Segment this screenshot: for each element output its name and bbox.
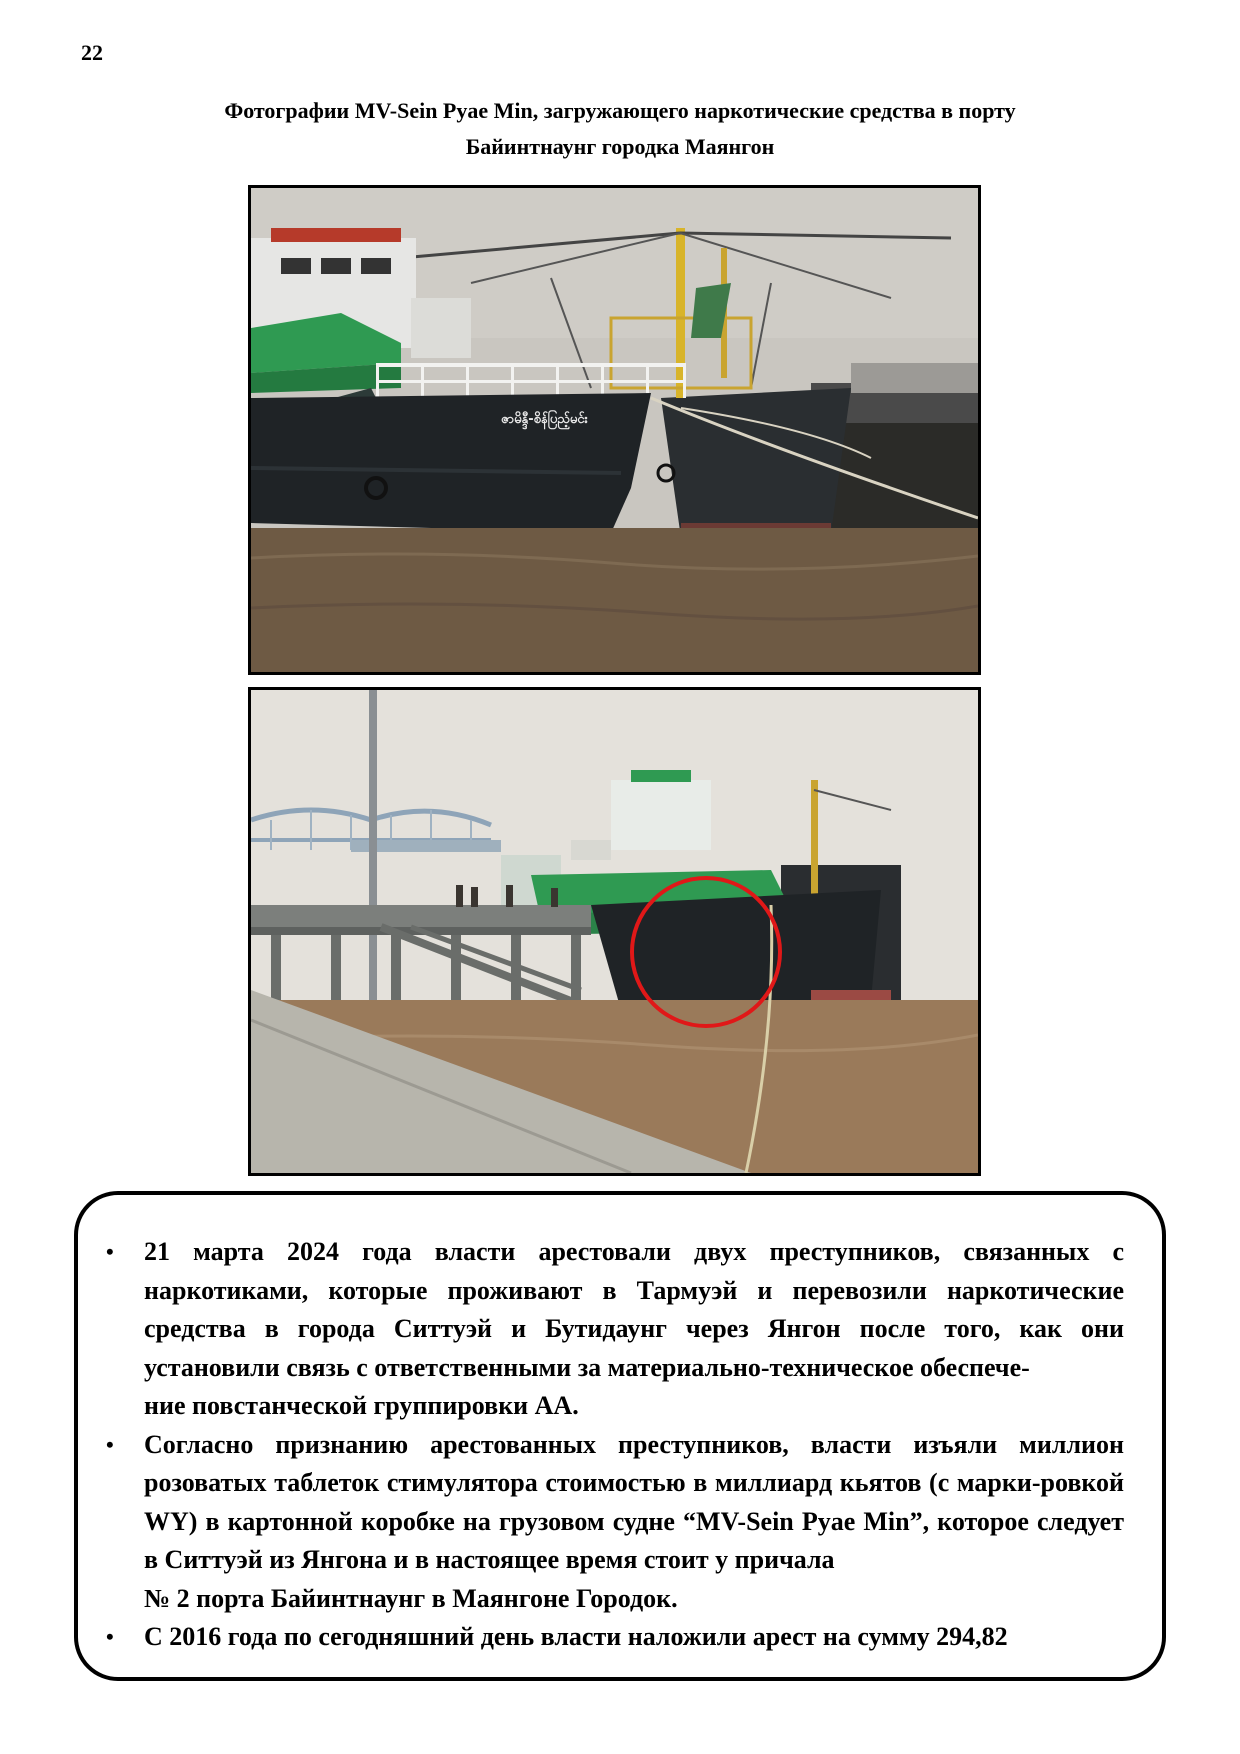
bullet-1-text-last: ние повстанческой группировки АА. (144, 1391, 579, 1420)
bullet-item-3 (106, 1618, 1124, 1657)
bullet-2-text-last: № 2 порта Байинтнаунг в Маянгоне Городок. (144, 1583, 678, 1613)
hull-name-text: ဇာမိန္ဒီ-စိန်ပြည့်မင်း (501, 412, 588, 427)
bullet-icon: • (106, 1624, 114, 1649)
bullet-1-text: 21 марта 2024 года власти арестовали двух преступников, связанных с наркотиками, которые проживают в Тармуэй и перевозили наркотические средства в города Ситтуэй и Бутидаунг через Янгон после того, как они установили связь с ответственными за материально-техническое обеспече- (144, 1237, 1124, 1382)
jetty-with-circled-ship-photo (248, 687, 981, 1176)
bullet-icon: • (106, 1239, 114, 1264)
ships-at-port-photo (248, 185, 981, 675)
bullet-item-2 (106, 1426, 1124, 1619)
bullet-3-text: С 2016 года по сегодняшний день власти наложили арест на сумму 294,82 (144, 1622, 1008, 1651)
bullet-icon: • (106, 1431, 114, 1457)
bullet-list (106, 1233, 1124, 1657)
page-number: 22 (81, 40, 103, 65)
info-box (74, 1191, 1166, 1681)
page-title-line-1: Фотографии MV-Sein Pyae Min, загружающего наркотические средства в порту (224, 98, 1016, 123)
jetty-photo-illustration (251, 690, 978, 1173)
page-title-line-2: Байинтнаунг городка Маянгон (465, 134, 775, 159)
bullet-item-1 (106, 1233, 1124, 1426)
ships-photo-illustration (251, 188, 978, 672)
bullet-2-text: Согласно признанию арестованных преступников, власти изъяли миллион розоватых таблеток стимулятора стоимостью в миллиард кьятов (с марки-ровкой WY) в картонной коробке на грузовом судне “MV-Sein Pyae Min”, которое следует в Ситтуэй из Янгона и в настоящее время стоит у причала (144, 1429, 1124, 1574)
